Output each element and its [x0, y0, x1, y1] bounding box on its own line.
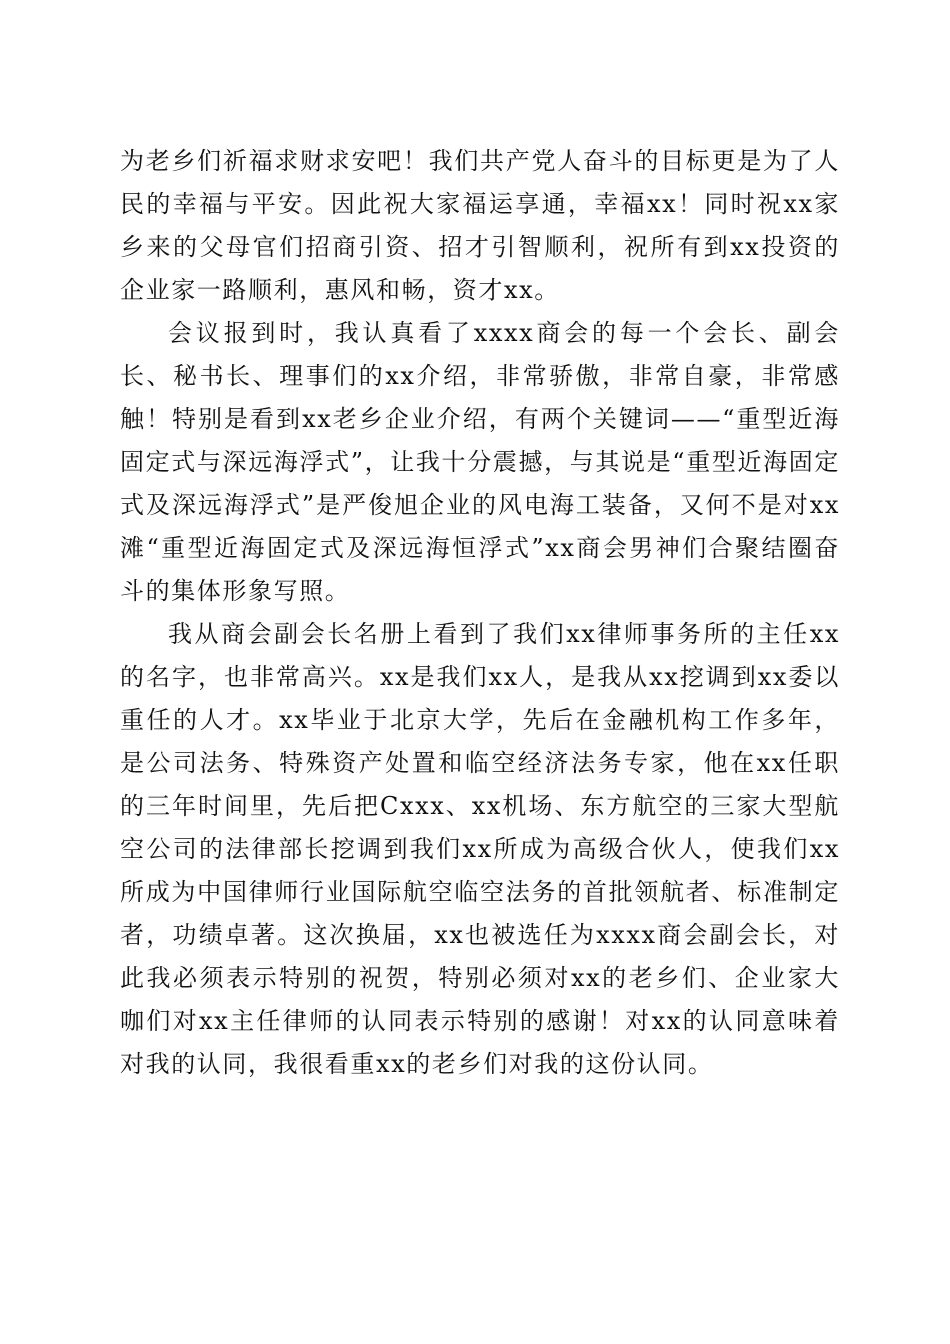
paragraph-2: 会议报到时，我认真看了xxxx商会的每一个会长、副会长、秘书长、理事们的xx介绍，非常骄傲，非常自豪，非常感触！特别是看到xx老乡企业介绍，有两个关键词——“重型近海固定式与深远海浮式”，让我十分震撼，与其说是“重型近海固定式及深远海浮式”是严俊旭企业的风电海工装备，又何不是对xx滩“重型近海固定式及深远海恒浮式”xx商会男神们合聚结圈奋斗的集体形象写照。 [120, 319, 840, 605]
paragraph-1: 为老乡们祈福求财求安吧！我们共产党人奋斗的目标更是为了人民的幸福与平安。因此祝大家福运享通，幸福xx！同时祝xx家乡来的父母官们招商引资、招才引智顺利，祝所有到xx投资的企业家一路顺利，惠风和畅，资才xx。 [120, 147, 840, 304]
paragraph-3: 我从商会副会长名册上看到了我们xx律师事务所的主任xx的名字，也非常高兴。xx是我们xx人，是我从xx挖调到xx委以重任的人才。xx毕业于北京大学，先后在金融机构工作多年，是公司法务、特殊资产处置和临空经济法务专家，他在xx任职的三年时间里，先后把Cxxx、xx机场、东方航空的三家大型航空公司的法律部长挖调到我们xx所成为高级合伙人，使我们xx所成为中国律师行业国际航空临空法务的首批领航者、标准制定者，功绩卓著。这次换届，xx也被选任为xxxx商会副会长，对此我必须表示特别的祝贺，特别必须对xx的老乡们、企业家大咖们对xx主任律师的认同表示特别的感谢！对xx的认同意味着对我的认同，我很看重xx的老乡们对我的这份认同。 [120, 620, 840, 1078]
document-body [120, 140, 840, 1086]
